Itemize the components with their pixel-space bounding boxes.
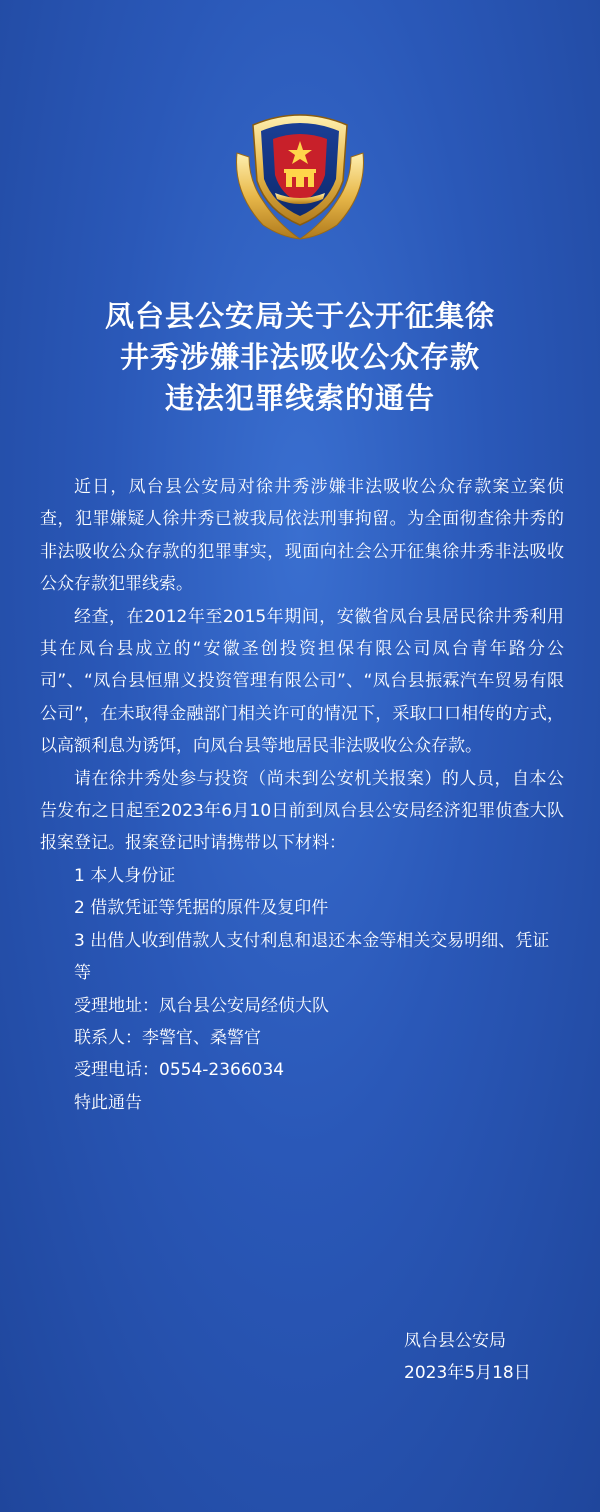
notice-title [0,296,600,419]
acceptance-phone: 受理电话：0554-2366034 [74,1060,285,1081]
acceptance-address: 受理地址：凤台县公安局经侦大队 [74,995,329,1016]
body-paragraph: 经查，在2012年至2015年期间，安徽省凤台县居民徐井秀利用其在凤台县成立的“安徽圣创投资担保有限公司凤台青年路分公司”、“凤台县恒鼎义投资管理有限公司”、“凤台县振霖汽车贸易有限公司”，在未取得金融部门相关许可的情况下，采取口口相传的方式，以高额利息为诱饵，向凤台县等地居民非法吸收公众存款。 [40,606,564,757]
issuer-name: 凤台县公安局 [404,1331,506,1351]
material-item: 1 本人身份证 [74,865,176,886]
notice-body [40,471,564,1119]
contact-person: 联系人：李警官、桑警官 [74,1027,261,1048]
police-emblem-icon [229,103,371,243]
body-paragraph: 请在徐井秀处参与投资（尚未到公安机关报案）的人员，自本公告发布之日起至2023年6月10日前到凤台县公安局经济犯罪侦查大队报案登记。报案登记时请携带以下材料： [40,768,564,854]
issue-date: 2023年5月18日 [404,1363,531,1383]
notice-signature [404,1325,531,1389]
material-item: 2 借款凭证等凭据的原件及复印件 [74,898,329,919]
body-paragraph: 近日，凤台县公安局对徐井秀涉嫌非法吸收公众存款案立案侦查，犯罪嫌疑人徐井秀已被我局依法刑事拘留。为全面彻查徐井秀的非法吸收公众存款的犯罪事实，现面向社会公开征集徐井秀非法吸收公众存款犯罪线索。 [40,477,564,595]
title-line: 井秀涉嫌非法吸收公众存款 [119,340,480,374]
closing-text: 特此通告 [74,1092,142,1113]
material-item: 3 出借人收到借款人支付利息和退还本金等相关交易明细、凭证等 [74,930,550,984]
title-line: 违法犯罪线索的通告 [164,381,435,415]
title-line: 凤台县公安局关于公开征集徐 [104,299,495,333]
